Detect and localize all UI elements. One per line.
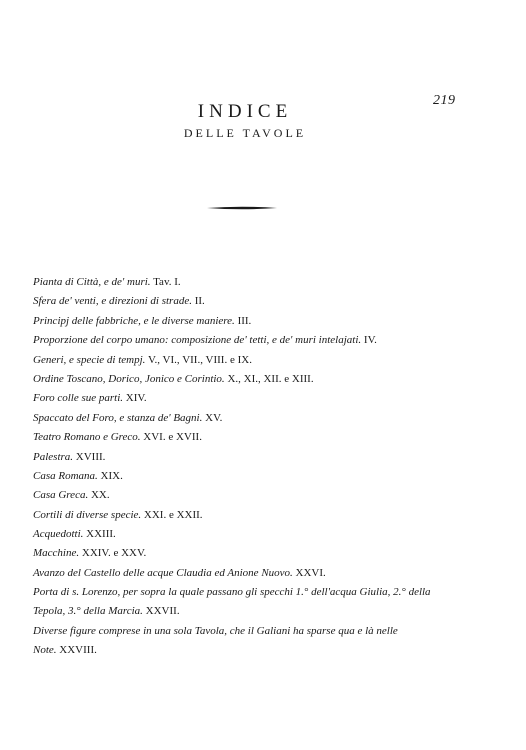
entry-description: Macchine. xyxy=(33,547,80,560)
index-entry xyxy=(33,450,433,465)
entry-description: Ordine Toscano, Dorico, Jonico e Corintio. xyxy=(33,372,225,385)
page-title: INDICE xyxy=(197,101,293,122)
index-entry xyxy=(33,546,433,561)
entry-description: Palestra. xyxy=(33,450,74,463)
entry-description: Sfera de' venti, e direzioni di strade. xyxy=(33,295,192,308)
entry-description: Cortili di diverse specie. xyxy=(33,508,142,521)
entry-description: Principj delle fabbriche, e le diverse maniere. xyxy=(33,314,235,327)
divider-ornament xyxy=(207,206,277,210)
index-entry xyxy=(33,469,433,484)
entry-description: Teatro Romano e Greco. xyxy=(33,431,141,444)
index-entry xyxy=(33,585,433,619)
entry-plate-reference: XVI. e XVII. xyxy=(143,431,202,444)
entry-description-continued: Note. xyxy=(33,643,57,656)
index-entry xyxy=(33,508,433,523)
entry-plate-reference: III. xyxy=(237,314,252,327)
entry-description: Foro colle sue parti. xyxy=(33,392,124,405)
entry-plate-reference: XIX. xyxy=(100,469,123,482)
index-entry xyxy=(33,333,433,348)
entry-description: Proporzione del corpo umano: composizione de' tetti, e de' muri intelajati. xyxy=(33,334,362,347)
index-entry xyxy=(33,430,433,445)
entry-description: Casa Greca. xyxy=(33,489,89,502)
entry-plate-reference: XXIV. e XXV. xyxy=(81,547,147,560)
index-entry xyxy=(33,488,433,503)
index-entry xyxy=(33,294,433,309)
entry-plate-reference: XXVI. xyxy=(295,566,326,579)
index-entry xyxy=(33,314,433,329)
entry-description: Generi, e specie di tempj. xyxy=(33,353,146,366)
entry-description: Porta di s. Lorenzo, per sopra la quale passano gli specchi 1.° dell'acqua Giulia, 2.° della xyxy=(33,586,431,599)
index-entry xyxy=(33,624,433,658)
entry-description: Spaccato del Foro, e stanza de' Bagni. xyxy=(33,411,203,424)
entry-plate-reference: XXI. e XXII. xyxy=(143,508,203,521)
entry-plate-reference: V., VI., VII., VIII. e IX. xyxy=(147,353,252,366)
entry-plate-reference: XVIII. xyxy=(75,450,106,463)
entry-plate-reference: XXVII. xyxy=(145,605,180,618)
entry-plate-reference: X., XI., XII. e XIII. xyxy=(227,372,314,385)
entry-description-continued: Tepola, 3.° della Marcia. xyxy=(33,605,143,618)
entry-plate-reference: XXVIII. xyxy=(59,643,97,656)
entry-plate-reference: XX. xyxy=(90,489,110,502)
index-entry xyxy=(33,391,433,406)
page-number: 219 xyxy=(433,93,456,108)
entry-description: Avanzo del Castello delle acque Claudia ed Anione Nuovo. xyxy=(33,566,293,579)
entry-description: Pianta di Città, e de' muri. xyxy=(33,276,151,288)
page-subtitle: DELLE TAVOLE xyxy=(183,126,307,140)
index-entry xyxy=(33,275,433,290)
entry-plate-reference: XXIII. xyxy=(86,528,116,541)
index-entry xyxy=(33,527,433,542)
entry-description: Acquedotti. xyxy=(33,528,84,541)
index-entry xyxy=(33,411,433,426)
entry-description: Diverse figure comprese in una sola Tavola, che il Galiani ha sparse qua e là nelle xyxy=(33,624,398,637)
entry-plate-reference: II. xyxy=(194,295,205,308)
entry-plate-reference: XV. xyxy=(205,411,223,424)
entry-description: Casa Romana. xyxy=(33,469,98,482)
plate-index-list xyxy=(33,275,433,662)
index-entry xyxy=(33,353,433,368)
entry-plate-reference: XIV. xyxy=(125,392,147,405)
entry-plate-reference: Tav. I. xyxy=(153,276,181,288)
index-entry xyxy=(33,372,433,387)
index-entry xyxy=(33,566,433,581)
entry-plate-reference: IV. xyxy=(363,334,377,347)
